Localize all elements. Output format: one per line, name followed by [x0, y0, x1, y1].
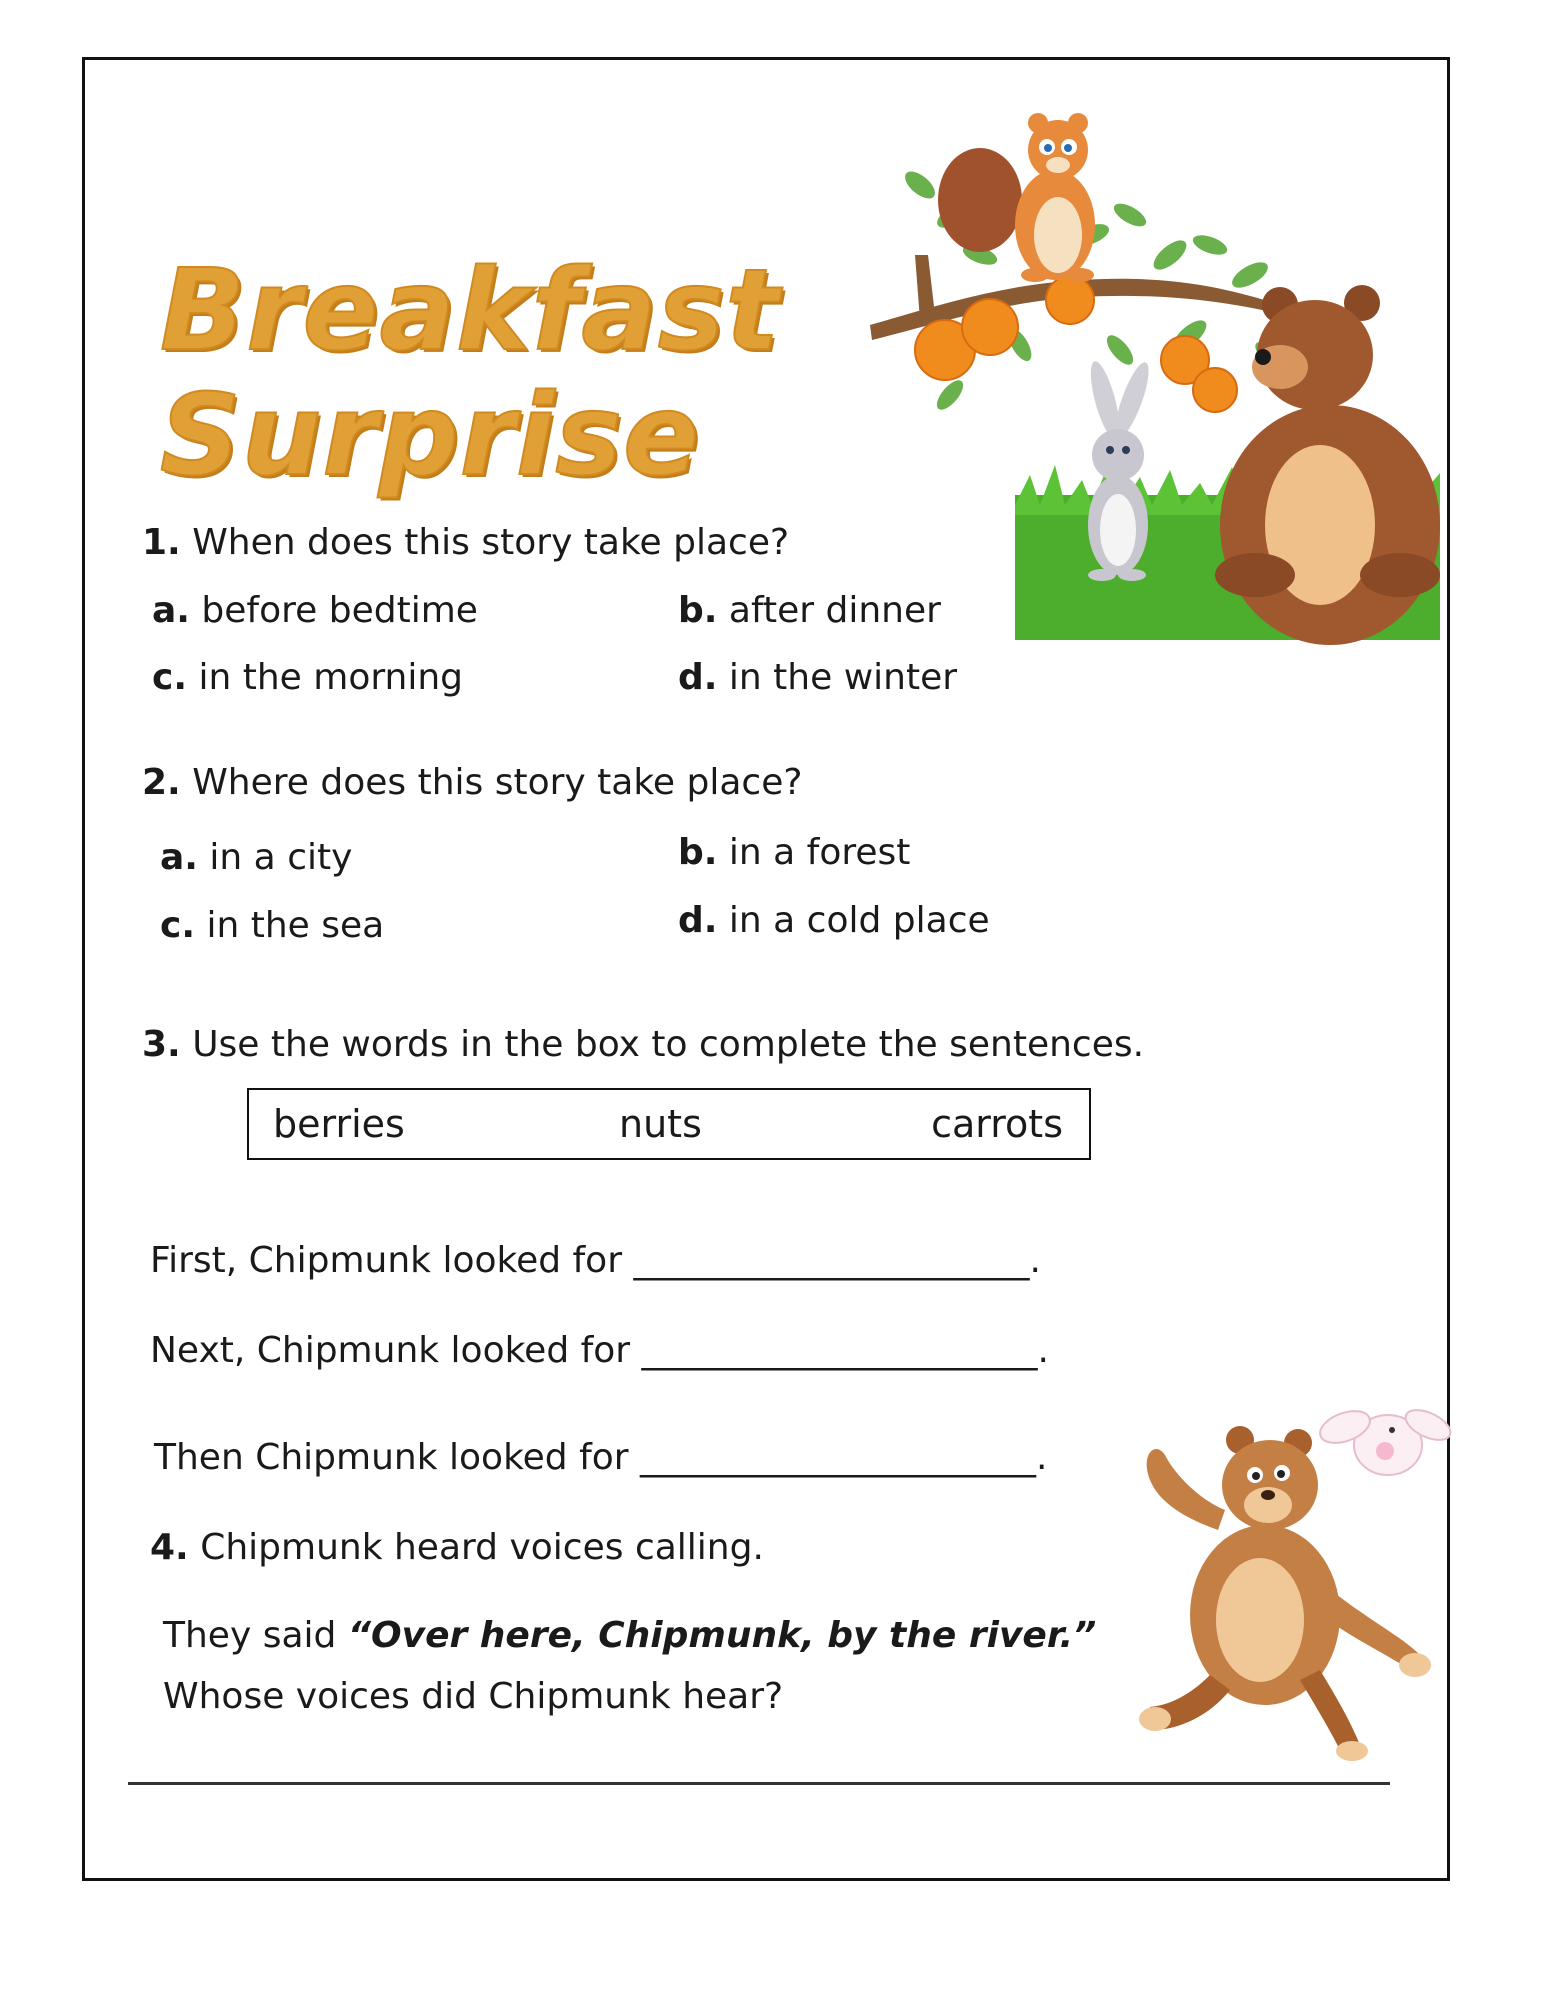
question-text: Use the words in the box to complete the sentences.	[192, 1024, 1145, 1065]
option-letter: a.	[152, 590, 190, 631]
bear-icon	[1215, 285, 1440, 645]
word-berries: berries	[273, 1102, 405, 1146]
title-line-2: Surprise	[160, 371, 701, 501]
option-text: after dinner	[728, 590, 941, 631]
q2-option-b[interactable]	[678, 832, 910, 873]
word-nuts: nuts	[619, 1102, 702, 1146]
q1-option-a[interactable]	[152, 590, 478, 631]
option-letter: d.	[678, 900, 718, 941]
word-carrots: carrots	[931, 1102, 1063, 1146]
question-4-prompt: Whose voices did Chipmunk hear?	[163, 1676, 784, 1717]
question-text: Chipmunk heard voices calling.	[200, 1527, 764, 1568]
option-text: in a city	[209, 837, 353, 878]
option-letter: d.	[678, 657, 718, 698]
question-2	[142, 762, 802, 803]
q2-option-c[interactable]	[160, 905, 384, 946]
q1-option-d[interactable]	[678, 657, 957, 698]
bottom-illustration	[1130, 1385, 1450, 1765]
q2-option-a[interactable]	[160, 837, 352, 878]
question-number: 3.	[142, 1024, 181, 1065]
quote-text: “Over here, Chipmunk, by the river.”	[347, 1615, 1097, 1656]
q1-option-b[interactable]	[678, 590, 941, 631]
q2-option-d[interactable]	[678, 900, 990, 941]
title-line-1: Breakfast	[160, 246, 781, 376]
question-text: When does this story take place?	[192, 522, 790, 563]
answer-line[interactable]	[128, 1782, 1390, 1785]
quote-prefix: They said	[163, 1615, 348, 1656]
question-number: 2.	[142, 762, 181, 803]
squirrel-icon	[938, 113, 1095, 282]
option-text: in a forest	[728, 832, 911, 873]
question-4	[150, 1527, 764, 1568]
option-text: in the winter	[728, 657, 958, 698]
question-4-quote-line	[163, 1615, 1096, 1656]
rabbit-icon	[1085, 359, 1155, 581]
option-text: in the sea	[206, 905, 385, 946]
option-text: in a cold place	[728, 900, 990, 941]
option-letter: c.	[152, 657, 188, 698]
question-number: 1.	[142, 522, 181, 563]
question-text: Where does this story take place?	[192, 762, 803, 803]
fill-sentence-1[interactable]: First, Chipmunk looked for ______________________.	[150, 1240, 1041, 1281]
option-letter: b.	[678, 590, 718, 631]
fill-sentence-3[interactable]: Then Chipmunk looked for ______________________.	[154, 1437, 1048, 1478]
option-text: before bedtime	[201, 590, 478, 631]
question-3	[142, 1024, 1144, 1065]
bird-icon	[1316, 1404, 1455, 1475]
question-number: 4.	[150, 1527, 189, 1568]
question-1	[142, 522, 789, 563]
word-box	[247, 1088, 1091, 1160]
dancing-bear-icon	[1139, 1426, 1431, 1761]
top-illustration	[860, 105, 1440, 645]
option-letter: c.	[160, 905, 196, 946]
option-letter: a.	[160, 837, 198, 878]
option-letter: b.	[678, 832, 718, 873]
option-text: in the morning	[198, 657, 464, 698]
q1-option-c[interactable]	[152, 657, 463, 698]
fill-sentence-2[interactable]: Next, Chipmunk looked for ______________________.	[150, 1330, 1049, 1371]
